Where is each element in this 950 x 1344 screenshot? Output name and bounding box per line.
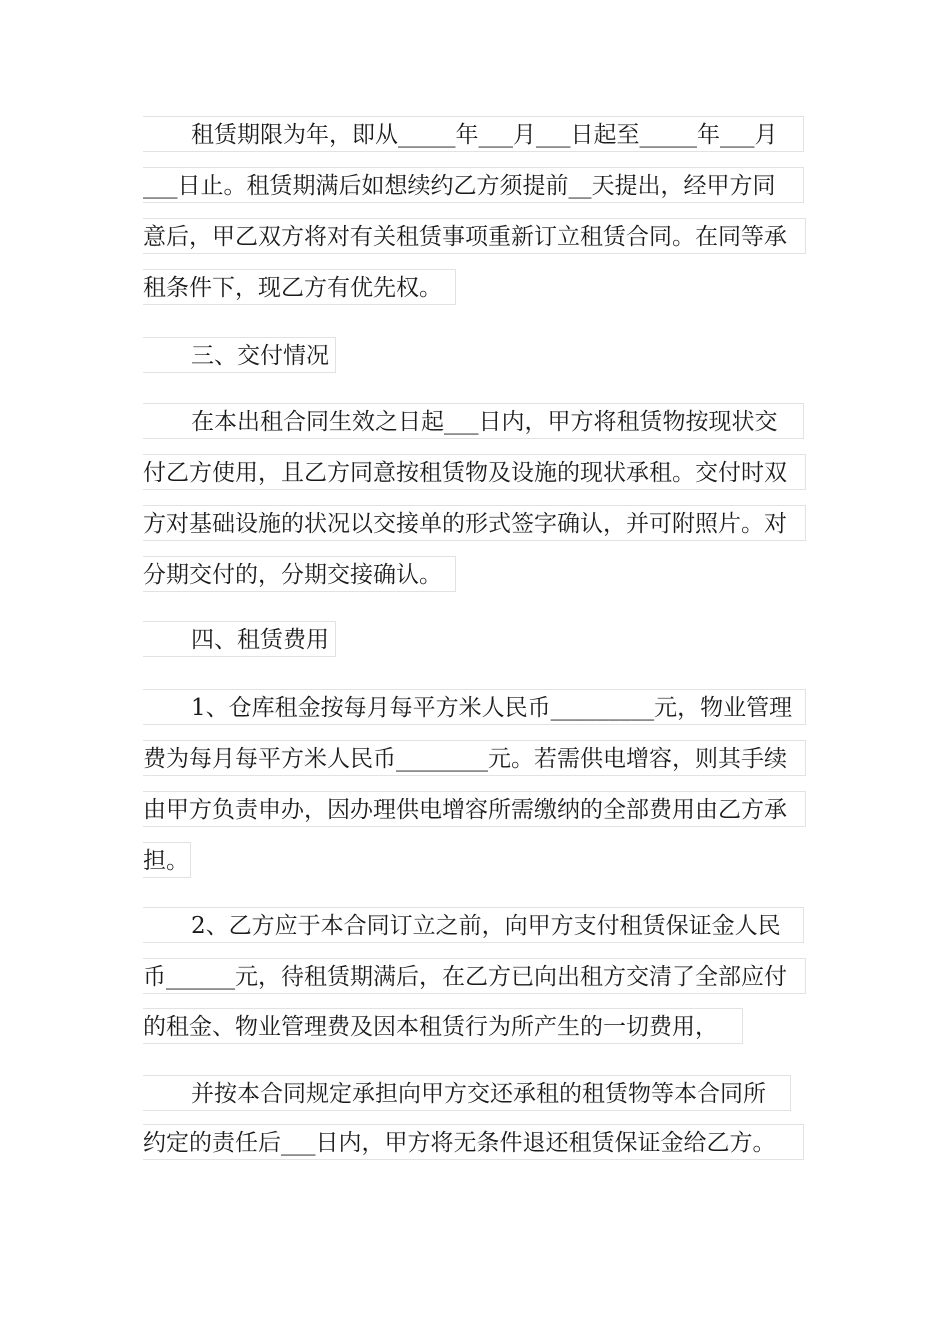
paragraph-line: ___日止。租赁期满后如想续约乙方须提前__天提出，经甲方同 [143,167,804,203]
paragraph-line: 1、仓库租金按每月每平方米人民币_________元，物业管理 [143,689,806,725]
paragraph-line: 并按本合同规定承担向甲方交还承租的租赁物等本合同所 [143,1075,791,1111]
paragraph-line: 租赁期限为年，即从_____年___月___日起至_____年___月 [143,116,804,152]
paragraph-line: 付乙方使用，且乙方同意按租赁物及设施的现状承租。交付时双 [143,454,806,490]
section-heading-delivery: 三、交付情况 [143,337,336,373]
section-heading-fees: 四、租赁费用 [143,621,336,657]
paragraph-line: 币______元，待租赁期满后，在乙方已向出租方交清了全部应付 [143,958,806,994]
paragraph-line: 意后，甲乙双方将对有关租赁事项重新订立租赁合同。在同等承 [143,218,806,254]
paragraph-line: 方对基础设施的状况以交接单的形式签字确认，并可附照片。对 [143,505,806,541]
paragraph-line: 费为每月每平方米人民币________元。若需供电增容，则其手续 [143,740,806,776]
paragraph-line: 由甲方负责申办，因办理供电增容所需缴纳的全部费用由乙方承 [143,791,806,827]
paragraph-line: 在本出租合同生效之日起___日内，甲方将租赁物按现状交 [143,403,804,439]
paragraph-line: 租条件下，现乙方有优先权。 [143,269,456,305]
paragraph-line: 2、乙方应于本合同订立之前，向甲方支付租赁保证金人民 [143,907,804,943]
paragraph-line: 约定的责任后___日内，甲方将无条件退还租赁保证金给乙方。 [143,1124,804,1160]
paragraph-line: 的租金、物业管理费及因本租赁行为所产生的一切费用， [143,1008,743,1044]
paragraph-line: 担。 [143,842,191,878]
paragraph-line: 分期交付的，分期交接确认。 [143,556,456,592]
